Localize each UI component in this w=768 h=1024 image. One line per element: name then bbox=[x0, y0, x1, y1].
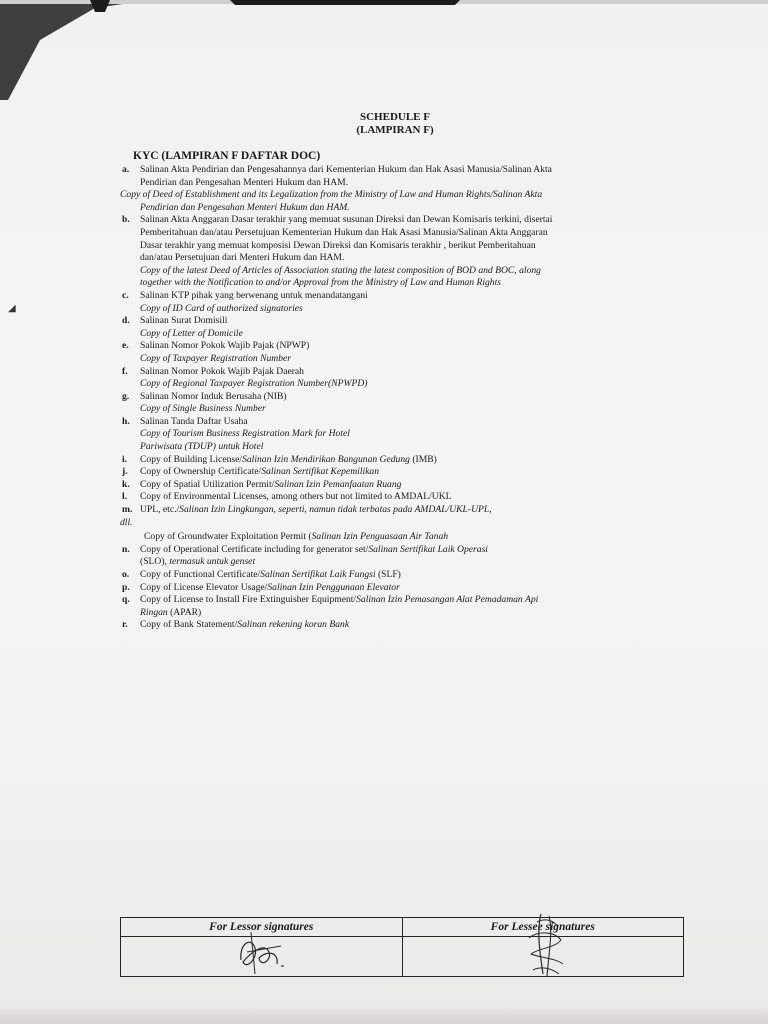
item-l-en: Copy of Environmental Licenses, among others but not limited to AMDAL/UKL bbox=[140, 491, 452, 503]
lessor-signature-label: For Lessor signatures bbox=[121, 918, 402, 937]
item-letter: e. bbox=[122, 340, 129, 352]
list-item-c bbox=[120, 290, 675, 315]
item-letter: c. bbox=[122, 289, 129, 301]
item-q-tail: (APAR) bbox=[167, 606, 202, 618]
item-e-id: Salinan Nomor Pokok Wajib Pajak (NPWP) bbox=[140, 340, 310, 352]
item-o-en: Copy of Functional Certificate/ bbox=[140, 569, 261, 580]
list-item-h bbox=[120, 416, 675, 454]
schedule-heading: SCHEDULE F bbox=[360, 111, 430, 123]
item-b-id-line2: Pemberitahuan dan/atau Persetujuan Kementerian Hukum dan Hak Asasi Manusia/Salinan Akta Anggaran bbox=[140, 226, 548, 238]
item-letter: g. bbox=[122, 390, 130, 402]
item-a-id-line1: Salinan Akta Pendirian dan Pengesahannya dari Kementerian Hukum dan Hak Asasi Manusia/Salinan Akta bbox=[140, 164, 552, 175]
item-n-line2-plain: (SLO), bbox=[140, 556, 170, 568]
item-o-tail: (SLF) bbox=[375, 569, 401, 580]
item-m-id-line2: dll. bbox=[120, 516, 133, 528]
item-letter: f. bbox=[122, 365, 128, 377]
list-item-e bbox=[120, 340, 675, 365]
kyc-title: KYC (LAMPIRAN F DAFTAR DOC) bbox=[133, 150, 321, 162]
item-letter: d. bbox=[122, 315, 130, 327]
item-m-en: UPL, etc./ bbox=[140, 504, 180, 516]
lampiran-heading: (LAMPIRAN F) bbox=[356, 124, 434, 136]
list-item-j bbox=[120, 466, 675, 479]
item-d-en: Copy of Letter of Domicile bbox=[140, 327, 243, 339]
item-o-id: Salinan Sertifikat Laik Fungsi bbox=[260, 569, 376, 580]
list-item-m bbox=[120, 504, 675, 517]
item-c-id: Salinan KTP pihak yang berwenang untuk menandatangani bbox=[140, 289, 368, 301]
item-letter: k. bbox=[122, 478, 130, 490]
item-r-en: Copy of Bank Statement/ bbox=[140, 619, 238, 631]
item-letter: j. bbox=[122, 466, 128, 478]
item-c-en: Copy of ID Card of authorized signatories bbox=[140, 302, 303, 314]
list-item-o bbox=[120, 569, 675, 582]
scan-bottom-edge bbox=[0, 1006, 768, 1024]
item-h-en-line1: Copy of Tourism Business Registration Mark for Hotel bbox=[140, 428, 350, 440]
item-q-id-line1: Salinan Izin Pemasangan Alat Pemadaman Api bbox=[356, 594, 539, 606]
item-f-en: Copy of Regional Taxpayer Registration Number(NPWPD) bbox=[140, 378, 368, 390]
item-b-id-line1: Salinan Akta Anggaran Dasar terakhir yang memuat susunan Direksi dan Dewan Komisaris terkini, disertai bbox=[140, 214, 553, 226]
item-a-id-line2: Pendirian dan Pengesahan Menteri Hukum dan HAM. bbox=[140, 176, 349, 188]
lessee-signature-label: For Lessee signatures bbox=[403, 918, 684, 937]
document-list bbox=[120, 164, 675, 632]
lessee-signature-cell bbox=[402, 918, 684, 976]
scan-corner-shadow bbox=[0, 0, 768, 110]
item-b-en-line2: together with the Notification to and/or Approval from the Ministry of Law and Human Rights bbox=[140, 277, 502, 289]
item-letter: r. bbox=[122, 619, 128, 631]
list-item-a bbox=[120, 164, 675, 189]
item-g-en: Copy of Single Business Number bbox=[140, 403, 266, 415]
item-j-en: Copy of Ownership Certificate/ bbox=[140, 466, 262, 478]
item-letter: a. bbox=[122, 164, 130, 175]
item-a-en-line1: Copy of Deed of Establishment and its Legalization from the Ministry of Law and Human Rights/Salinan Akta bbox=[120, 189, 543, 201]
item-k-id: Salinan Izin Pemanfaatan Ruang bbox=[274, 478, 402, 490]
list-item-l bbox=[120, 491, 675, 504]
item-q-id-line2: Ringan bbox=[140, 606, 168, 618]
lessor-signature-cell bbox=[121, 918, 402, 976]
list-item-d bbox=[120, 315, 675, 340]
item-letter: q. bbox=[122, 594, 130, 606]
item-letter: i. bbox=[122, 453, 128, 465]
item-a-en-line2: Pendirian dan Pengesahan Menteri Hukum dan HAM. bbox=[140, 201, 350, 213]
item-b-id-line3: Dasar terakhir yang memuat komposisi Dewan Direksi dan Komisaris terakhir , berikut Pemberitahuan bbox=[140, 239, 536, 251]
item-b-en-line1: Copy of the latest Deed of Articles of Association stating the latest composition of BOD and BOC, along bbox=[140, 264, 541, 276]
item-m-id-line1: Salinan Izin Lingkungan, seperti, namun tidak terbatas pada AMDAL/UKL-UPL, bbox=[179, 504, 492, 516]
item-i-en: Copy of Building License/ bbox=[140, 453, 243, 465]
item-k-en: Copy of Spatial Utilization Permit/ bbox=[140, 478, 275, 490]
margin-mark-icon: ◢ bbox=[8, 303, 16, 314]
item-i-id: Salinan Izin Mendirikan Bangunan Gedung bbox=[242, 453, 410, 465]
item-g-id: Salinan Nomor Induk Berusaha (NIB) bbox=[140, 390, 287, 402]
item-f-id: Salinan Nomor Pokok Wajib Pajak Daerah bbox=[140, 365, 304, 377]
item-h-en-line2: Pariwisata (TDUP) untuk Hotel bbox=[140, 441, 264, 453]
item-m-extra-en: Copy of Groundwater Exploitation Permit ( bbox=[144, 531, 312, 543]
list-item-r bbox=[120, 619, 675, 632]
list-item-b bbox=[120, 214, 675, 290]
list-item-p bbox=[120, 582, 675, 595]
item-p-en: Copy of License Elevator Usage/ bbox=[140, 581, 268, 593]
item-h-id: Salinan Tanda Daftar Usaha bbox=[140, 415, 248, 427]
item-n-line2-italic: termasuk untuk genset bbox=[169, 556, 256, 568]
item-m-extra-id: Salinan Izin Penguasaan Air Tanah bbox=[311, 531, 449, 543]
item-i-tail: (IMB) bbox=[409, 453, 437, 465]
list-item-n bbox=[120, 544, 675, 569]
item-q-en: Copy of License to Install Fire Extinguisher Equipment/ bbox=[140, 594, 357, 606]
item-n-id: Salinan Sertifikat Laik Operasi bbox=[368, 543, 488, 555]
item-d-id: Salinan Surat Domisili bbox=[140, 315, 228, 327]
item-letter: o. bbox=[122, 569, 130, 580]
item-letter: n. bbox=[122, 543, 130, 555]
item-letter: p. bbox=[122, 581, 130, 593]
item-letter: b. bbox=[122, 214, 130, 226]
list-item-g bbox=[120, 391, 675, 416]
list-item-q bbox=[120, 594, 675, 619]
item-n-en: Copy of Operational Certificate including for generator set/ bbox=[140, 543, 369, 555]
item-letter: h. bbox=[122, 415, 130, 427]
item-p-id: Salinan Izin Penggunaan Elevator bbox=[267, 581, 400, 593]
list-item-i bbox=[120, 454, 675, 467]
item-e-en: Copy of Taxpayer Registration Number bbox=[140, 352, 292, 364]
item-b-id-line4: dan/atau Persetujuan dari Menteri Hukum dan HAM. bbox=[140, 252, 345, 264]
list-item-k bbox=[120, 479, 675, 492]
item-letter: l. bbox=[122, 491, 128, 503]
signature-table bbox=[120, 917, 684, 977]
item-r-id: Salinan rekening koran Bank bbox=[237, 619, 350, 631]
item-m-extra bbox=[120, 531, 675, 544]
list-item-f bbox=[120, 366, 675, 391]
item-letter: m. bbox=[122, 504, 133, 516]
item-j-id: Salinan Sertifikat Kepemilikan bbox=[261, 466, 380, 478]
